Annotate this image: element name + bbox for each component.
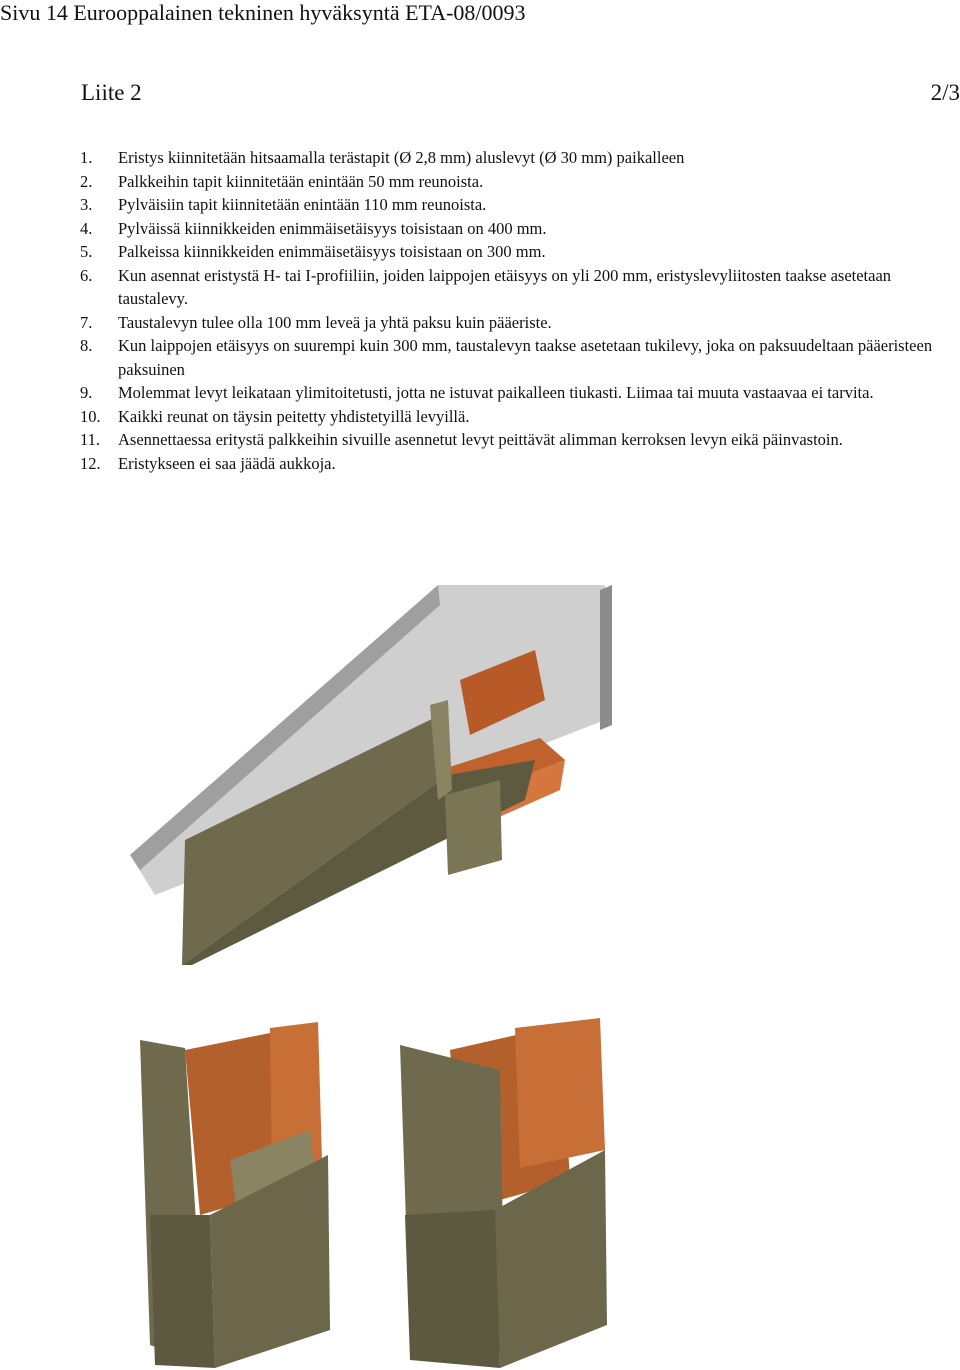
wool-side-panel-left — [150, 1215, 215, 1368]
column-left-illustration — [140, 1022, 330, 1368]
instruction-text: Palkkeihin tapit kiinnitetään enintään 50 mm reunoista. — [118, 171, 484, 191]
instruction-number: 8. — [80, 336, 93, 355]
instruction-text: Kaikki reunat on täysin peitetty yhdistetyillä levyillä. — [118, 406, 470, 426]
steel-column-flange-right — [515, 1018, 605, 1168]
instruction-number: 10. — [80, 406, 101, 426]
instruction-number: 3. — [80, 195, 93, 214]
instruction-number: 1. — [80, 148, 93, 167]
instruction-number: 6. — [80, 265, 93, 285]
instruction-text: Eristys kiinnitetään hitsaamalla terästapit (Ø 2,8 mm) aluslevyt (Ø 30 mm) paikalleen — [118, 148, 685, 167]
appendix-title: Liite 2 — [81, 80, 142, 105]
instruction-text: Asennettaessa eritystä palkkeihin sivuille asennetut levyt peittävät alimman kerroksen levyn eikä päinvastoin. — [118, 430, 843, 449]
instruction-text: Molemmat levyt leikataan ylimitoitetusti, jotta ne istuvat paikalleen tiukasti. Liimaa tai muuta vastaavaa ei tarvita. — [118, 383, 874, 402]
instruction-text: Pylväissä kiinnikkeiden enimmäisetäisyys toisistaan on 400 mm. — [118, 218, 547, 238]
instruction-number: 2. — [80, 171, 93, 191]
instruction-text: Taustalevyn tulee olla 100 mm leveä ja yhtä paksu kuin pääeriste. — [118, 312, 552, 332]
instruction-text: Palkeissa kiinnikkeiden enimmäisetäisyys toisistaan on 300 mm. — [118, 242, 546, 261]
wool-side-panel-right — [405, 1210, 500, 1368]
wool-front-panel — [445, 780, 502, 875]
instruction-number: 12. — [80, 453, 101, 473]
instruction-text: Kun laippojen etäisyys on suurempi kuin 300 mm, taustalevyn taakse asetetaan tukilevy, joka on paksuudeltaan pääeristeen paksuinen — [118, 336, 933, 379]
concrete-slab-front — [600, 585, 612, 730]
instruction-number: 9. — [80, 383, 93, 402]
instruction-text: Eristykseen ei saa jäädä aukkoja. — [118, 453, 336, 473]
instruction-number: 11. — [80, 430, 101, 449]
appendix-page-number: 2/3 — [930, 80, 960, 105]
instruction-number: 5. — [80, 242, 93, 261]
column-right-illustration — [400, 1018, 607, 1368]
instruction-number: 7. — [80, 312, 93, 332]
instruction-text: Kun asennat eristystä H- tai I-profiiliin, joiden laippojen etäisyys on yli 200 mm, eristyslevyliitosten taakse asetetaan taustalevy. — [118, 265, 892, 308]
instruction-number: 4. — [80, 218, 93, 238]
beam-illustration — [130, 585, 612, 965]
page-header: Sivu 14 Eurooppalainen tekninen hyväksyntä ETA-08/0093 — [0, 0, 526, 25]
instruction-text: Pylväisiin tapit kiinnitetään enintään 110 mm reunoista. — [118, 195, 487, 214]
